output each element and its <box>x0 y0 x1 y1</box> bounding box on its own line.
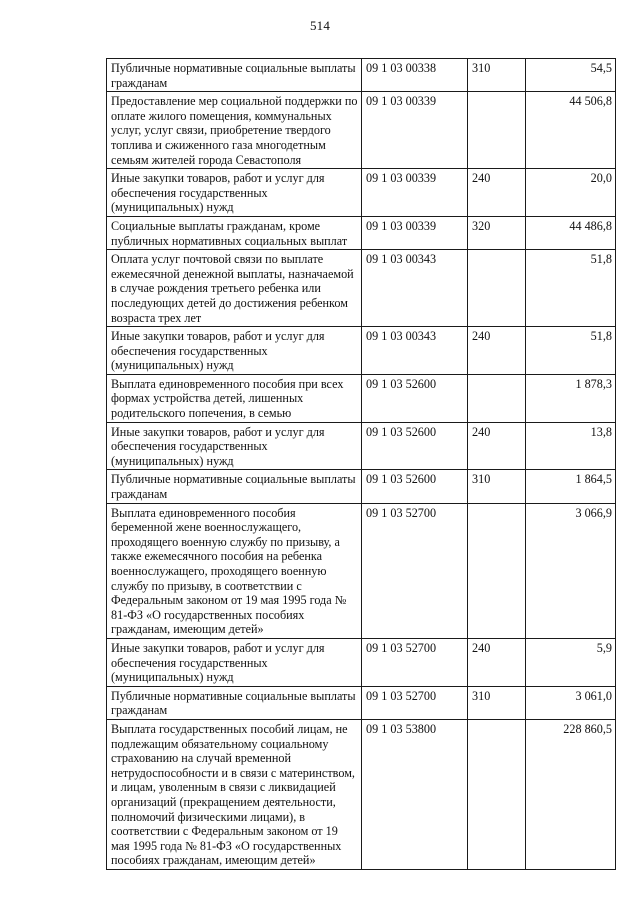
table-row <box>107 686 616 719</box>
target-article-code: 09 1 03 00339 <box>362 169 468 217</box>
table-row <box>107 503 616 638</box>
target-article-code: 09 1 03 52600 <box>362 422 468 470</box>
expense-name: Публичные нормативные социальные выплаты гражданам <box>107 686 362 719</box>
expense-type-code <box>468 92 526 169</box>
expense-name: Выплата государственных пособий лицам, не подлежащим обязательному социальному страхованию на случай временной нетрудоспособности и в связи с материнством, и лицам, уволенным в связи с ликвидацией организаций (прекращением деятельности, полномочий физическими лицами), в соответствии с Федеральным законом от 19 мая 1995 года № 81-ФЗ «О государственных пособиях гражданам, имеющим детей» <box>107 719 362 869</box>
table-row <box>107 216 616 249</box>
target-article-code: 09 1 03 53800 <box>362 719 468 869</box>
expense-name: Выплата единовременного пособия беременной жене военнослужащего, проходящего военную службу по призыву, а также ежемесячного пособия на ребенка военнослужащего, проходящего военную службу по призыву, в соответствии с Федеральным законом от 19 мая 1995 года № 81-ФЗ «О государственных пособиях гражданам, имеющим детей» <box>107 503 362 638</box>
expense-type-code <box>468 719 526 869</box>
amount: 1 878,3 <box>526 374 616 422</box>
amount: 20,0 <box>526 169 616 217</box>
expense-name: Иные закупки товаров, работ и услуг для обеспечения государственных (муниципальных) нужд <box>107 422 362 470</box>
table-row <box>107 327 616 375</box>
table-row <box>107 92 616 169</box>
expense-name: Оплата услуг почтовой связи по выплате ежемесячной денежной выплаты, назначаемой в случае рождения третьего ребенка или последующих детей до достижения ребенком возраста трех лет <box>107 250 362 327</box>
expense-type-code: 240 <box>468 422 526 470</box>
expense-type-code: 240 <box>468 638 526 686</box>
expense-type-code: 310 <box>468 686 526 719</box>
expense-name: Публичные нормативные социальные выплаты гражданам <box>107 59 362 92</box>
table-row <box>107 470 616 503</box>
page-number: 514 <box>309 18 331 33</box>
expense-type-code: 240 <box>468 169 526 217</box>
amount: 5,9 <box>526 638 616 686</box>
target-article-code: 09 1 03 00339 <box>362 92 468 169</box>
expense-name: Иные закупки товаров, работ и услуг для обеспечения государственных (муниципальных) нужд <box>107 169 362 217</box>
amount: 44 486,8 <box>526 216 616 249</box>
target-article-code: 09 1 03 52700 <box>362 686 468 719</box>
amount: 228 860,5 <box>526 719 616 869</box>
expense-name: Иные закупки товаров, работ и услуг для обеспечения государственных (муниципальных) нужд <box>107 638 362 686</box>
expense-name: Публичные нормативные социальные выплаты гражданам <box>107 470 362 503</box>
target-article-code: 09 1 03 00343 <box>362 327 468 375</box>
amount: 13,8 <box>526 422 616 470</box>
table-row <box>107 719 616 869</box>
target-article-code: 09 1 03 00338 <box>362 59 468 92</box>
expense-type-code: 310 <box>468 470 526 503</box>
target-article-code: 09 1 03 52600 <box>362 374 468 422</box>
table-row <box>107 422 616 470</box>
target-article-code: 09 1 03 52700 <box>362 638 468 686</box>
table-row <box>107 638 616 686</box>
target-article-code: 09 1 03 52600 <box>362 470 468 503</box>
amount: 1 864,5 <box>526 470 616 503</box>
expense-type-code: 240 <box>468 327 526 375</box>
table-row <box>107 169 616 217</box>
table-row <box>107 374 616 422</box>
target-article-code: 09 1 03 00339 <box>362 216 468 249</box>
expense-type-code <box>468 503 526 638</box>
amount: 51,8 <box>526 327 616 375</box>
target-article-code: 09 1 03 52700 <box>362 503 468 638</box>
table-row <box>107 250 616 327</box>
expense-name: Выплата единовременного пособия при всех формах устройства детей, лишенных родительского попечения, в семью <box>107 374 362 422</box>
expense-type-code: 310 <box>468 59 526 92</box>
amount: 51,8 <box>526 250 616 327</box>
expense-type-code: 320 <box>468 216 526 249</box>
expense-name: Социальные выплаты гражданам, кроме публичных нормативных социальных выплат <box>107 216 362 249</box>
expense-type-code <box>468 250 526 327</box>
amount: 44 506,8 <box>526 92 616 169</box>
expense-name: Иные закупки товаров, работ и услуг для обеспечения государственных (муниципальных) нужд <box>107 327 362 375</box>
amount: 3 061,0 <box>526 686 616 719</box>
amount: 3 066,9 <box>526 503 616 638</box>
amount: 54,5 <box>526 59 616 92</box>
table-row <box>107 59 616 92</box>
budget-table <box>106 58 616 870</box>
expense-type-code <box>468 374 526 422</box>
target-article-code: 09 1 03 00343 <box>362 250 468 327</box>
expense-name: Предоставление мер социальной поддержки по оплате жилого помещения, коммунальных услуг, услуг связи, приобретение твердого топлива и сжиженного газа многодетным семьям жителей города Севастополя <box>107 92 362 169</box>
